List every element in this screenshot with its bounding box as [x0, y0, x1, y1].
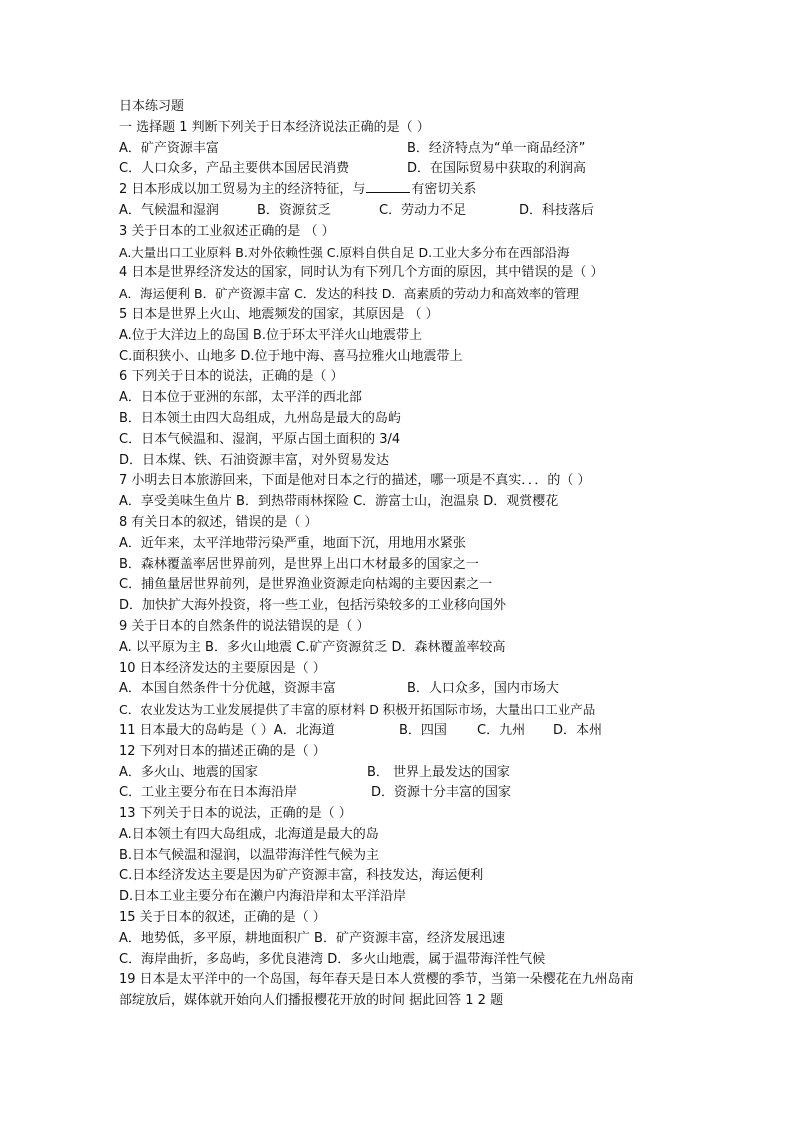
question-2-stem-pre: 2 日本形成以加工贸易为主的经济特征，与: [119, 182, 366, 198]
question-13-option-a: A.日本领土有四大岛组成，北海道是最大的岛: [119, 826, 379, 842]
question-5-options-cd: C.面积狭小、山地多 D.位于地中海、喜马拉雅火山地震带上: [119, 348, 463, 364]
question-7-options: A．享受美味生鱼片 B．到热带雨林探险 C．游富士山，泡温泉 D．观赏樱花: [119, 494, 559, 510]
question-5-options-ab: A.位于大洋边上的岛国 B.位于环太平洋火山地震带上: [119, 327, 422, 343]
question-2-stem-post: 有密切关系: [411, 182, 477, 198]
question-3-options: A.大量出口工业原料 B.对外依赖性强 C.原料自供自足 D.工业大多分布在西部沿海: [119, 244, 570, 260]
question-2-stem: [119, 180, 679, 201]
question-2-options: [119, 201, 679, 222]
question-12-stem: 12 下列对日本的描述正确的是（ ）: [119, 743, 326, 759]
question-15-options-ab: A．地势低，多平原，耕地面积广 B．矿产资源丰富，经济发展迅速: [119, 930, 505, 946]
question-9-stem: 9 关于日本的自然条件的说法错误的是（ ）: [119, 618, 370, 634]
question-7-stem: 7 小明去日本旅游回来，下面是他对日本之行的描述，哪一项是不真实．．．的（ ）: [119, 473, 591, 489]
question-1-options-ab: [119, 139, 679, 160]
question-11-option-d: D．本州: [553, 722, 603, 738]
question-8-stem: 8 有关日本的叙述，错误的是（ ）: [119, 514, 318, 530]
question-15-options-cd: C．海岸曲折，多岛屿，多优良港湾 D．多火山地震，属于温带海洋性气候: [119, 951, 546, 967]
question-4-stem: 4 日本是世界经济发达的国家，同时认为有下列几个方面的原因，其中错误的是（ ）: [119, 265, 604, 281]
question-13-option-d: D.日本工业主要分布在濑户内海沿岸和太平洋沿岸: [119, 889, 407, 905]
question-12-option-a: A．多火山、地震的国家: [119, 764, 258, 780]
question-12-option-b: B． 世界上最发达的国家: [367, 764, 511, 780]
question-11: [119, 721, 679, 742]
question-12-options-cd: [119, 783, 679, 804]
question-12-option-d: D．资源十分丰富的国家: [371, 785, 512, 801]
question-2-option-b: B．资源贫乏: [257, 202, 331, 218]
question-2-option-d: D．科技落后: [519, 202, 595, 218]
question-1-option-c: C．人口众多，产品主要供本国居民消费: [119, 161, 350, 177]
question-12-option-c: C．工业主要分布在日本海沿岸: [119, 785, 298, 801]
question-12-options-ab: [119, 763, 679, 784]
question-10-option-a: A．本国自然条件十分优越，资源丰富: [119, 681, 336, 697]
question-6-option-b: B．日本领土由四大岛组成，九州岛是最大的岛屿: [119, 410, 401, 426]
question-8-option-c: C．捕鱼量居世界前列，是世界渔业资源走向枯竭的主要因素之一: [119, 577, 493, 593]
question-13-option-b: B.日本气候温和湿润，以温带海洋性气候为主: [119, 847, 380, 863]
worksheet: [119, 97, 679, 1012]
question-10-options-ab: [119, 679, 679, 700]
question-3-stem: 3 关于日本的工业叙述正确的是 （ ）: [119, 223, 335, 239]
question-13-option-c: C.日本经济发达主要是因为矿产资源丰富，科技发达，海运便利: [119, 868, 484, 884]
question-2-option-a: A．气候温和湿润: [119, 202, 219, 218]
question-6-option-c: C．日本气候温和、湿润，平原占国土面积的 3/4: [119, 431, 401, 447]
question-10-stem: 10 日本经济发达的主要原因是（ ）: [119, 660, 326, 676]
question-1-option-d: D．在国际贸易中获取的利润高: [407, 161, 587, 177]
question-1-option-b: B．经济特点为“单一商品经济”: [407, 140, 586, 156]
question-8-option-b: B．森林覆盖率居世界前列，是世界上出口木材最多的国家之一: [119, 556, 479, 572]
question-1-option-a: A．矿产资源丰富: [119, 140, 219, 156]
question-6-option-a: A．日本位于亚洲的东部，太平洋的西北部: [119, 390, 362, 406]
question-13-stem: 13 下列关于日本的说法，正确的是（ ）: [119, 806, 352, 822]
question-8-option-d: D．加快扩大海外投资，将一些工业，包括污染较多的工业移向国外: [119, 598, 507, 614]
question-1-stem: 一 选择题 1 判断下列关于日本经济说法正确的是（ ）: [119, 119, 430, 135]
question-11-option-c: C．九州: [477, 722, 526, 738]
answer-blank: [366, 180, 410, 193]
question-2-option-c: C．劳动力不足: [379, 202, 467, 218]
question-11-option-b: B．四国: [399, 722, 447, 738]
question-19-line-1: 19 日本是太平洋中的一个岛国，每年春天是日本人赏樱的季节，当第一朵樱花在九州岛南: [119, 972, 634, 988]
question-8-option-a: A．近年来，太平洋地带污染严重，地面下沉，用地用水紧张: [119, 535, 466, 551]
question-11-stem: 11 日本最大的岛屿是（ ）A．北海道: [119, 722, 335, 738]
question-1-options-cd: [119, 159, 679, 180]
worksheet-title: 日本练习题: [119, 99, 185, 114]
question-4-options: A．海运便利 B．矿产资源丰富 C．发达的科技 D．高素质的劳动力和高效率的管理: [119, 286, 579, 302]
question-6-option-d: D．日本煤、铁、石油资源丰富，对外贸易发达: [119, 452, 390, 468]
question-19-line-2: 部绽放后，媒体就开始向人们播报樱花开放的时间 据此回答 1 2 题: [119, 993, 504, 1009]
question-10-options-cd: C．农业发达为工业发展提供了丰富的原材料 D 积极开拓国际市场，大量出口工业产品: [119, 702, 596, 718]
question-10-option-b: B．人口众多，国内市场大: [407, 681, 559, 697]
question-15-stem: 15 关于日本的叙述，正确的是（ ）: [119, 910, 326, 926]
question-6-stem: 6 下列关于日本的说法，正确的是（ ）: [119, 369, 344, 385]
question-9-options: A. 以平原为主 B．多火山地震 C.矿产资源贫乏 D．森林覆盖率较高: [119, 639, 506, 655]
question-5-stem: 5 日本是世界上火山、地震频发的国家，其原因是 （ ）: [119, 306, 439, 322]
